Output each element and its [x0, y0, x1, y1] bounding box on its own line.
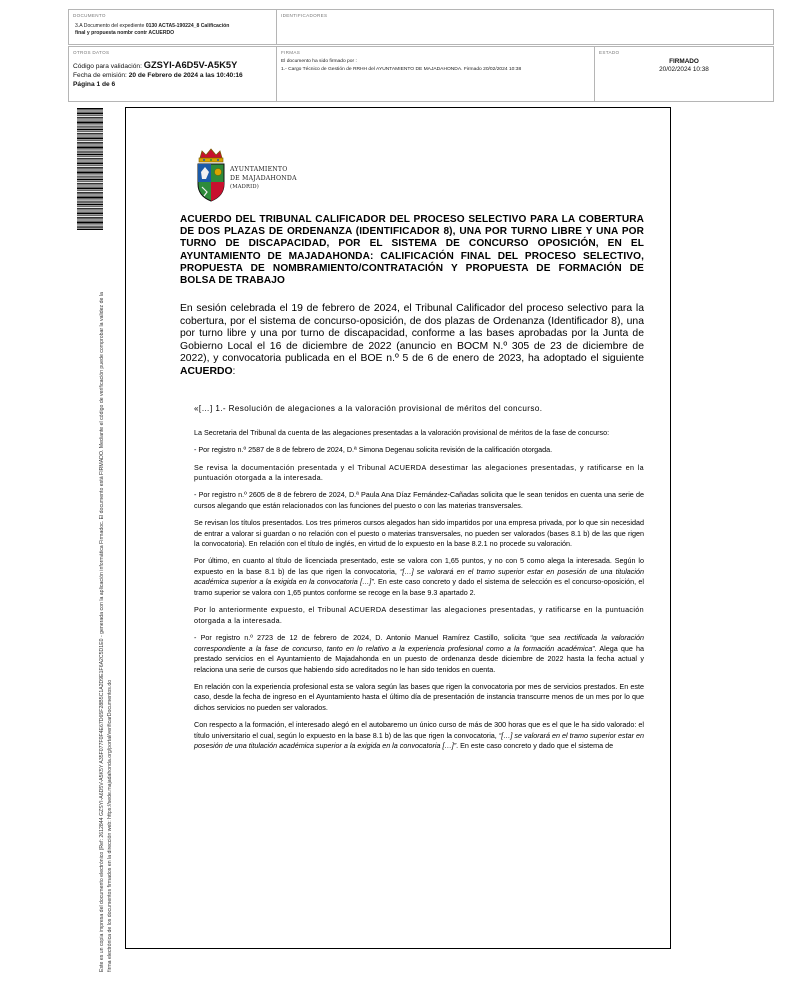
- intro-acuerdo: ACUERDO: [180, 365, 233, 377]
- emission-line: [73, 72, 243, 79]
- estado-value: FIRMADO: [669, 58, 699, 65]
- firmas-label: FIRMAS: [281, 50, 301, 55]
- p10-text-a: Con respecto a la formación, el interesado alegó en el autobaremo un único curso de más de 300 horas que es el que le ha sido valorado: el título universitario el cual, según lo expuesto en la base 8.1 b) de las que rigen la convocatoria,: [194, 720, 644, 740]
- body-paragraph-7: Por lo anteriormente expuesto, el Tribunal ACUERDA desestimar las alegaciones presentadas, y ratificarse en la puntuación otorgada a la interesada.: [194, 605, 644, 625]
- validation-prefix: Código para validación:: [73, 63, 142, 70]
- p10-quote: “[…] se valorará en el tramo superior estar en posesión de una titulación académica superior a la exigida en la convocatoria […]”: [194, 730, 644, 751]
- body-paragraph-5: Se revisan los títulos presentados. Los tres primeros cursos alegados han sido impartidos por una empresa privada, por lo que sin necesidad de entrar a valorar si guardan o no relación con el puesto o materias transversales, no pueden ser valorados (bases 8.1 b) de las que rigen la convocatoria). En relación con el título de inglés, en virtud de lo expuesto en la base 8.2.1 no procede su valoración.: [194, 518, 644, 549]
- body-paragraph-1: La Secretaria del Tribunal da cuenta de las alegaciones presentadas a la valoración provisional de méritos de la fase de concurso:: [194, 428, 610, 437]
- documento-cell: [69, 10, 276, 44]
- p6-text-a: Por último, en cuanto al título de licenciada presentado, este se valora con 1,65 puntos, y no con 5 como alega la interesada. Según lo expuesto en la base 8.1 b) de las que rigen la convocatoria,: [194, 556, 644, 576]
- otros-datos-cell: [69, 47, 276, 101]
- body-paragraph-10: [194, 720, 644, 752]
- page-info: Página 1 de 6: [73, 81, 116, 88]
- documento-name-bold: 0130 ACTA5-190224_8 Calificación: [145, 23, 230, 29]
- intro-paragraph: [180, 303, 644, 378]
- validation-code[interactable]: GZSYI-A6D5V-A5K5Y: [143, 60, 238, 70]
- body-paragraph-8: [194, 633, 644, 675]
- estado-value-block: [595, 58, 773, 74]
- body-paragraph-9: En relación con la experiencia profesional esta se valora según las bases que rigen la convocatoria por mes de servicios prestados. En este caso, desde la fecha de ingreso en el Ayuntamiento hasta el último día de presentación de instancia transcurre menos de un mes por lo que dichos servicios no pueden ser valorados.: [194, 681, 644, 712]
- p8-text-b: . Alega que ha prestado servicios en el Ayuntamiento de Majadahonda en un puesto de ordenanza desde diciembre de 2022 hasta la fecha actual y relaciona una serie de cursos que habiendo sido acreditados no le han sido tenidos en cuenta.: [194, 643, 644, 674]
- otros-datos-label: OTROS DATOS: [73, 50, 110, 55]
- body-paragraph-2: - Por registro n.º 2587 de 8 de febrero de 2024, D.ª Simona Degenau solicita revisión de la calificación otorgada.: [194, 445, 553, 455]
- document-body: [194, 428, 644, 758]
- org-line-2: DE MAJADAHONDA: [230, 174, 297, 182]
- firmas-line-1: El documento ha sido firmado por :: [281, 59, 357, 64]
- validation-line: [73, 60, 237, 70]
- p6-text-b: . En este caso concreto y dado el sistema de selección es el concurso-oposición, el tramo superior se valora con 1,65 puntos conforme se recoge en la base 9.3 apartado 2.: [194, 577, 644, 597]
- document-validation-header: [68, 46, 774, 102]
- body-paragraph-4: - Por registro n.º 2605 de 8 de febrero de 2024, D.ª Paula Ana Díaz Fernández-Cañadas solicita que le sean tenidos en cuenta una serie de cursos alegando que están relacionados con las funciones del puesto o con las materias transversales.: [194, 490, 644, 510]
- firmas-text: [281, 58, 521, 73]
- organization-name: [230, 166, 297, 192]
- documento-text: [75, 23, 229, 37]
- section-heading: «[…] 1.- Resolución de alegaciones a la valoración provisional de méritos del concurso.: [194, 404, 543, 413]
- body-paragraph-6: [194, 556, 644, 598]
- p6-quote: “[…] se valorará en el tramo superior estar en posesión de una titulación académica superior a la exigida en la convocatoria […]”: [194, 566, 644, 587]
- emission-prefix: Fecha de emisión:: [73, 72, 127, 79]
- p8-quote: “que sea rectificada la valoración correspondiente a la fase de concurso, tanto en lo relativo a la experiencia profesional como a la formación académica”: [194, 633, 644, 653]
- estado-date: 20/02/2024 10:38: [659, 66, 709, 73]
- documento-name-rest: final y propuesta nombr contr ACUERDO: [75, 30, 175, 36]
- org-line-3: (MADRID): [230, 184, 259, 191]
- document-metadata-header: [68, 9, 774, 45]
- identificadores-label: IDENTIFICADORES: [281, 13, 328, 18]
- org-line-1: AYUNTAMIENTO: [230, 166, 288, 173]
- intro-text: En sesión celebrada el 19 de febrero de 2024, el Tribunal Calificador del proceso selectivo para la cobertura, por el sistema de concurso-oposición, de dos plazas de Ordenanza (Identificador 8), una por turno libre y una por turno de discapacidad, conforme a las bases aprobadas por la Junta de Gobierno Local el 16 de diciembre de 2022 (anuncio en BOCM N.º 305 de 23 de diciembre de 2022), y convocatoria publicada en el BOE n.º 5 de 6 de enero de 2023, ha adoptado el siguiente: [180, 303, 644, 364]
- emission-date: 20 de Febrero de 2024 a las 10:40:16: [128, 72, 243, 79]
- body-paragraph-3: Se revisa la documentación presentada y el Tribunal ACUERDA desestimar las alegaciones presentadas, y ratificarse en la puntuación otorgada a la interesada.: [194, 462, 644, 483]
- intro-end: :: [232, 365, 236, 377]
- document-page: [125, 107, 671, 949]
- p8-text-a: - Por registro n.º 2723 de 12 de febrero de 2024, D. Antonio Manuel Ramírez Castillo, solicita: [194, 633, 531, 643]
- identificadores-cell: [276, 10, 773, 44]
- firmas-cell: [276, 47, 594, 101]
- firmas-line-2: 1.- Cargo Técnico de Gestión de RRHH del AYUNTAMIENTO DE MAJADAHONDA. Firmado 20/02/2024 10:38: [281, 66, 522, 72]
- p10-text-b: . En este caso concreto y dado que el sistema de: [456, 741, 614, 751]
- estado-cell: [594, 47, 773, 101]
- estado-label: ESTADO: [599, 50, 620, 55]
- verification-sidebar-text: Este es un copia impresa del documento electrónico (Ref: 2612844 GZSYI-A6D5V-A5K5Y A35F077F0F4E67D65F28B5C1A2D9E1F6A2C5D1E0 - generada con la aplicación informática Firmadoc. El documento está FIRMADO. Mediante el código de verificación puede comprobar la validez de la firma electrónica de los documentos firmados en la dirección web: https://sede.majadahonda.org/portal/verificarDocumentos.do: [99, 292, 113, 972]
- documento-label: DOCUMENTO: [73, 13, 106, 18]
- municipal-crest-icon: [195, 148, 227, 202]
- document-title: ACUERDO DEL TRIBUNAL CALIFICADOR DEL PROCESO SELECTIVO PARA LA COBERTURA DE DOS PLAZAS DE ORDENANZA (IDENTIFICADOR 8), UNA POR TURNO LIBRE Y UNA POR TURNO DE DISCAPACIDAD, POR EL SISTEMA DE CONCURSO OPOSICIÓN, EN EL AYUNTAMIENTO DE MAJADAHONDA: CALIFICACIÓN FINAL DEL PROCESO SELECTIVO, PROPUESTA DE NOMBRAMIENTO/CONTRATACIÓN Y PROPUESTA DE FORMACIÓN DE BOLSA DE TRABAJO: [180, 214, 644, 287]
- documento-prefix: 3.A Documento del expediente: [75, 23, 145, 29]
- barcode: [77, 108, 103, 230]
